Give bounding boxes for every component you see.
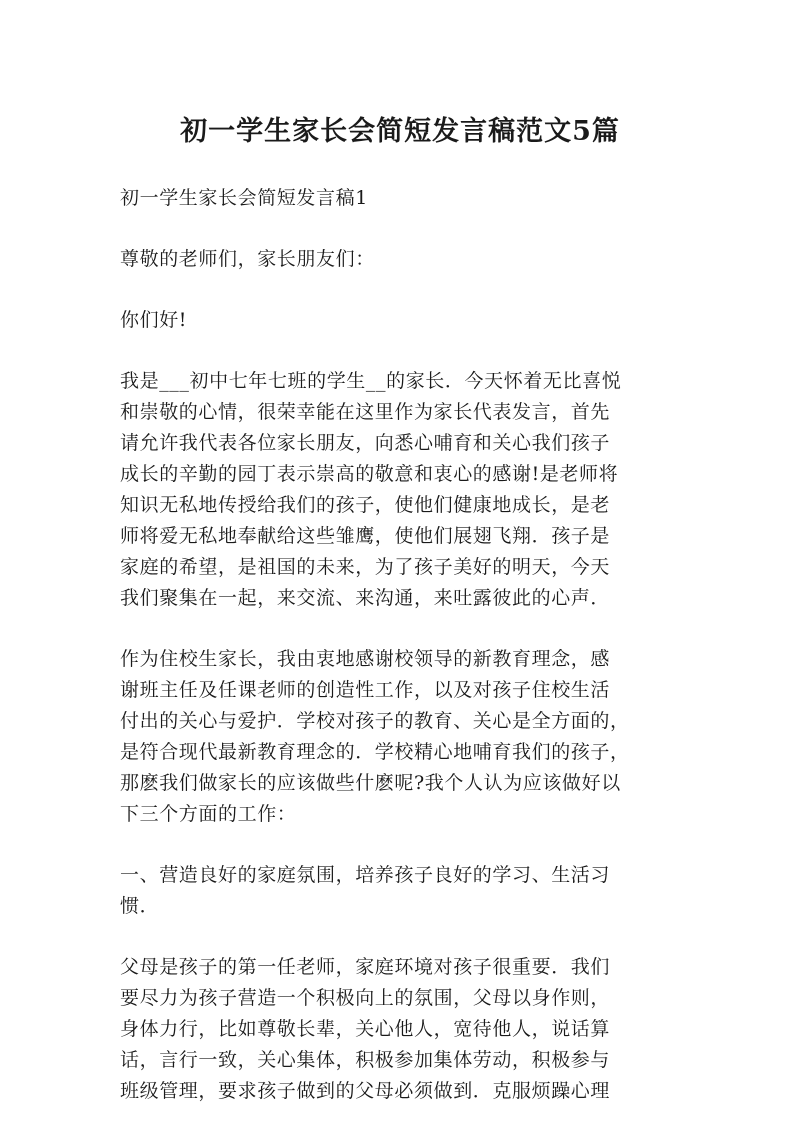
text-line: 谢班主任及任课老师的创造性工作，以及对孩子住校生活 bbox=[120, 679, 611, 701]
text-line: 知识无私地传授给我们的孩子，使他们健康地成长，是老 bbox=[120, 494, 611, 516]
text-line: 初一学生家长会简短发言稿1 bbox=[120, 187, 368, 209]
paragraph-family-environment bbox=[120, 952, 680, 1107]
text-line: 请允许我代表各位家长朋友，向悉心哺育和关心我们孩子 bbox=[120, 432, 611, 454]
paragraph-gratitude bbox=[120, 644, 680, 830]
text-line: 你们好! bbox=[120, 309, 188, 331]
text-line: 那麽我们做家长的应该做些什麽呢?我个人认为应该做好以 bbox=[120, 772, 621, 794]
text-line: 作为住校生家长，我由衷地感谢校领导的新教育理念，感 bbox=[120, 648, 611, 670]
text-line: 班级管理，要求孩子做到的父母必须做到．克服烦躁心理 bbox=[120, 1080, 611, 1102]
text-line: 话，言行一致，关心集体，积极参加集体劳动，积极参与 bbox=[120, 1049, 611, 1071]
text-line: 我是___初中七年七班的学生__的家长．今天怀着无比喜悦 bbox=[120, 370, 622, 392]
text-line: 要尽力为孩子营造一个积极向上的氛围，父母以身作则， bbox=[120, 987, 611, 1009]
text-line: 惯． bbox=[120, 895, 160, 917]
text-line: 身体力行，比如尊敬长辈，关心他人，宽待他人，说话算 bbox=[120, 1018, 611, 1040]
subsection-heading bbox=[120, 860, 680, 922]
text-line: 家庭的希望，是祖国的未来，为了孩子美好的明天，今天 bbox=[120, 556, 611, 578]
text-line: 是符合现代最新教育理念的．学校精心地哺育我们的孩子， bbox=[120, 741, 630, 763]
text-line: 成长的辛勤的园丁表示崇高的敬意和衷心的感谢!是老师将 bbox=[120, 463, 619, 485]
greeting bbox=[120, 305, 680, 336]
section-heading bbox=[120, 183, 680, 214]
text-line: 一、营造良好的家庭氛围，培养孩子良好的学习、生活习 bbox=[120, 864, 611, 886]
salutation bbox=[120, 244, 680, 275]
text-line: 下三个方面的工作： bbox=[120, 803, 297, 825]
text-line: 我们聚集在一起，来交流、来沟通，来吐露彼此的心声． bbox=[120, 587, 611, 609]
page-title: 初一学生家长会简短发言稿范文5篇 bbox=[180, 116, 620, 147]
paragraph-introduction bbox=[120, 366, 680, 614]
text-line: 父母是孩子的第一任老师，家庭环境对孩子很重要．我们 bbox=[120, 956, 611, 978]
document-body bbox=[120, 183, 680, 1137]
text-line: 付出的关心与爱护．学校对孩子的教育、关心是全方面的， bbox=[120, 710, 630, 732]
text-line: 尊敬的老师们，家长朋友们： bbox=[120, 248, 375, 270]
text-line: 和崇敬的心情，很荣幸能在这里作为家长代表发言，首先 bbox=[120, 401, 611, 423]
text-line: 师将爱无私地奉献给这些雏鹰，使他们展翅飞翔．孩子是 bbox=[120, 525, 611, 547]
